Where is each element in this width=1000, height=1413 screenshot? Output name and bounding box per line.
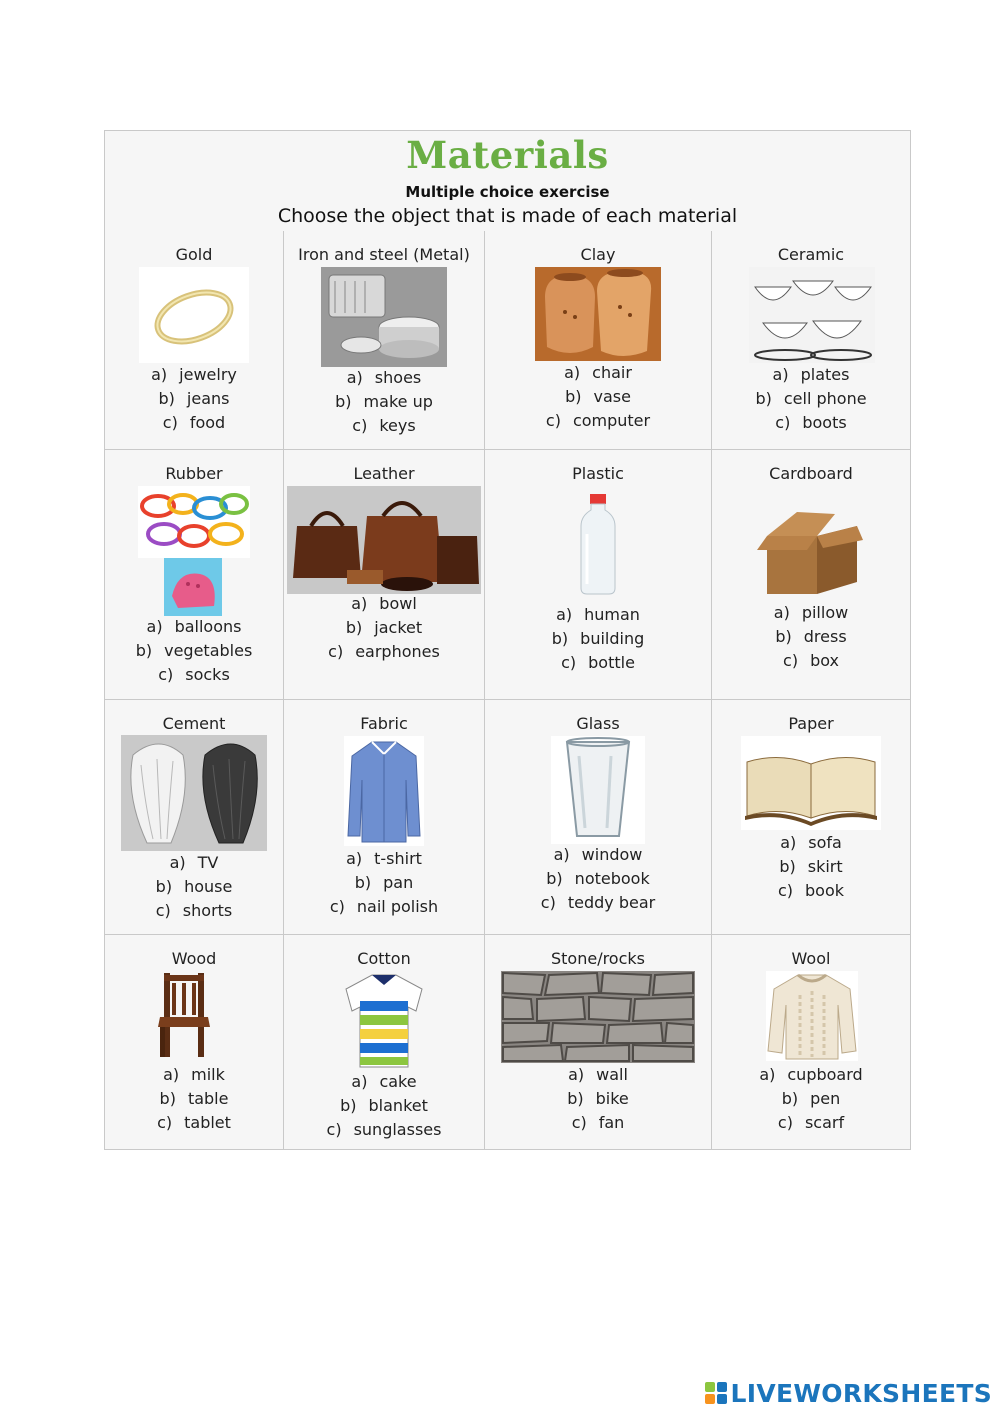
material-cell-cotton bbox=[283, 935, 484, 1150]
open-book-icon bbox=[741, 736, 881, 830]
grid-row bbox=[105, 934, 910, 1150]
options-list bbox=[485, 361, 711, 433]
material-cell-ceramic bbox=[711, 231, 910, 449]
option-c[interactable]: c) computer bbox=[545, 411, 651, 430]
options-list bbox=[284, 592, 484, 664]
option-b[interactable]: b) building bbox=[551, 629, 645, 648]
material-cell-stone bbox=[484, 935, 711, 1150]
clay-pots-icon bbox=[535, 267, 661, 361]
options-list bbox=[105, 363, 283, 435]
option-c[interactable]: c) bottle bbox=[561, 653, 635, 672]
polo-shirt-icon bbox=[342, 971, 426, 1071]
option-b[interactable]: b) table bbox=[159, 1089, 229, 1108]
option-c[interactable]: c) book bbox=[777, 881, 845, 900]
option-a[interactable]: a) TV bbox=[169, 853, 219, 872]
options-list bbox=[105, 1063, 283, 1135]
option-c[interactable]: c) socks bbox=[158, 665, 230, 684]
grid-row bbox=[105, 699, 910, 934]
material-cell-rubber bbox=[105, 450, 283, 699]
material-cell-leather bbox=[283, 450, 484, 699]
grid-row bbox=[105, 231, 910, 449]
option-a[interactable]: a) t-shirt bbox=[346, 849, 422, 868]
stone-wall-icon bbox=[501, 971, 695, 1063]
option-b[interactable]: b) dress bbox=[775, 627, 847, 646]
option-c[interactable]: c) scarf bbox=[777, 1113, 845, 1132]
material-title: Glass bbox=[576, 714, 620, 733]
option-c[interactable]: c) box bbox=[783, 651, 839, 670]
liveworksheets-logo bbox=[705, 1378, 992, 1408]
drinking-glass-icon bbox=[551, 736, 645, 844]
option-a[interactable]: a) human bbox=[556, 605, 640, 624]
worksheet-header bbox=[105, 131, 910, 231]
page-subtitle: Multiple choice exercise bbox=[405, 183, 610, 201]
option-a[interactable]: a) chair bbox=[564, 363, 632, 382]
option-a[interactable]: a) bowl bbox=[351, 594, 417, 613]
option-c[interactable]: c) nail polish bbox=[329, 897, 439, 916]
option-c[interactable]: c) teddy bear bbox=[540, 893, 656, 912]
gold-ring-icon bbox=[139, 267, 249, 363]
options-list bbox=[712, 601, 910, 673]
option-a[interactable]: a) cake bbox=[351, 1072, 417, 1091]
material-cell-cement bbox=[105, 700, 283, 934]
options-list bbox=[284, 366, 484, 438]
material-title: Paper bbox=[788, 714, 834, 733]
material-cell-wood bbox=[105, 935, 283, 1150]
option-c[interactable]: c) food bbox=[162, 413, 226, 432]
option-a[interactable]: a) cupboard bbox=[759, 1065, 863, 1084]
material-title: Clay bbox=[580, 245, 616, 264]
material-cell-cardboard bbox=[711, 450, 910, 699]
page-title: Materials bbox=[406, 133, 609, 177]
material-title: Leather bbox=[353, 464, 415, 483]
option-b[interactable]: b) blanket bbox=[340, 1096, 428, 1115]
options-list bbox=[712, 363, 910, 435]
options-list bbox=[485, 1063, 711, 1135]
options-list bbox=[485, 843, 711, 915]
material-cell-clay bbox=[484, 231, 711, 449]
option-b[interactable]: b) jeans bbox=[158, 389, 230, 408]
option-a[interactable]: a) shoes bbox=[346, 368, 422, 387]
material-title: Rubber bbox=[165, 464, 223, 483]
option-c[interactable]: c) earphones bbox=[328, 642, 440, 661]
worksheet bbox=[104, 130, 911, 1150]
option-b[interactable]: b) bike bbox=[567, 1089, 629, 1108]
option-b[interactable]: b) cell phone bbox=[755, 389, 867, 408]
options-list bbox=[712, 831, 910, 903]
material-cell-gold bbox=[105, 231, 283, 449]
material-cell-plastic bbox=[484, 450, 711, 699]
option-a[interactable]: a) sofa bbox=[780, 833, 842, 852]
wool-sweater-icon bbox=[766, 971, 858, 1061]
grid-row bbox=[105, 449, 910, 699]
options-list bbox=[105, 851, 283, 923]
leather-bags-icon bbox=[287, 486, 481, 594]
option-c[interactable]: c) shorts bbox=[155, 901, 233, 920]
material-title: Ceramic bbox=[777, 245, 845, 264]
option-a[interactable]: a) plates bbox=[772, 365, 850, 384]
material-title: Cotton bbox=[357, 949, 411, 968]
kitchen-utensils-icon bbox=[321, 267, 447, 367]
material-cell-fabric bbox=[283, 700, 484, 934]
logo-text: LIVEWORKSHEETS bbox=[730, 1378, 992, 1408]
material-cell-metal bbox=[283, 231, 484, 449]
option-b[interactable]: b) jacket bbox=[345, 618, 423, 637]
option-b[interactable]: b) pan bbox=[354, 873, 414, 892]
options-list bbox=[284, 1070, 484, 1142]
material-title: Iron and steel (Metal) bbox=[298, 245, 470, 264]
option-c[interactable]: c) boots bbox=[775, 413, 847, 432]
instruction-text: Choose the object that is made of each material bbox=[277, 205, 738, 227]
option-a[interactable]: a) balloons bbox=[146, 617, 242, 636]
material-title: Wool bbox=[791, 949, 831, 968]
option-b[interactable]: b) skirt bbox=[779, 857, 843, 876]
cement-vases-icon bbox=[121, 735, 267, 851]
material-cell-glass bbox=[484, 700, 711, 934]
option-b[interactable]: b) notebook bbox=[546, 869, 650, 888]
option-c[interactable]: c) keys bbox=[352, 416, 416, 435]
options-list bbox=[485, 603, 711, 675]
shirt-icon bbox=[344, 736, 424, 846]
option-a[interactable]: a) pillow bbox=[773, 603, 849, 622]
option-c[interactable]: c) sunglasses bbox=[326, 1120, 442, 1139]
material-title: Fabric bbox=[360, 714, 408, 733]
option-b[interactable]: b) house bbox=[155, 877, 233, 896]
option-b[interactable]: b) make up bbox=[335, 392, 433, 411]
option-a[interactable]: a) wall bbox=[568, 1065, 628, 1084]
material-cell-paper bbox=[711, 700, 910, 934]
rubber-bands-icon bbox=[138, 486, 250, 616]
option-c[interactable]: c) fan bbox=[571, 1113, 625, 1132]
material-title: Wood bbox=[171, 949, 217, 968]
material-title: Gold bbox=[175, 245, 213, 264]
ceramic-bowls-icon bbox=[749, 267, 875, 363]
plastic-bottle-icon bbox=[577, 494, 619, 596]
material-title: Cardboard bbox=[769, 464, 853, 483]
wooden-chair-icon bbox=[158, 971, 212, 1059]
material-title: Stone/rocks bbox=[550, 949, 645, 968]
cardboard-box-icon bbox=[757, 506, 867, 598]
option-a[interactable]: a) jewelry bbox=[151, 365, 237, 384]
material-title: Plastic bbox=[572, 464, 624, 483]
option-a[interactable]: a) window bbox=[553, 845, 643, 864]
options-list bbox=[284, 847, 484, 919]
option-b[interactable]: b) vegetables bbox=[135, 641, 253, 660]
options-list bbox=[105, 615, 283, 687]
option-b[interactable]: b) pen bbox=[781, 1089, 841, 1108]
option-a[interactable]: a) milk bbox=[163, 1065, 225, 1084]
material-cell-wool bbox=[711, 935, 910, 1150]
options-list bbox=[712, 1063, 910, 1135]
logo-mark-icon bbox=[705, 1382, 727, 1404]
option-b[interactable]: b) vase bbox=[565, 387, 631, 406]
material-title: Cement bbox=[162, 714, 226, 733]
option-c[interactable]: c) tablet bbox=[157, 1113, 231, 1132]
